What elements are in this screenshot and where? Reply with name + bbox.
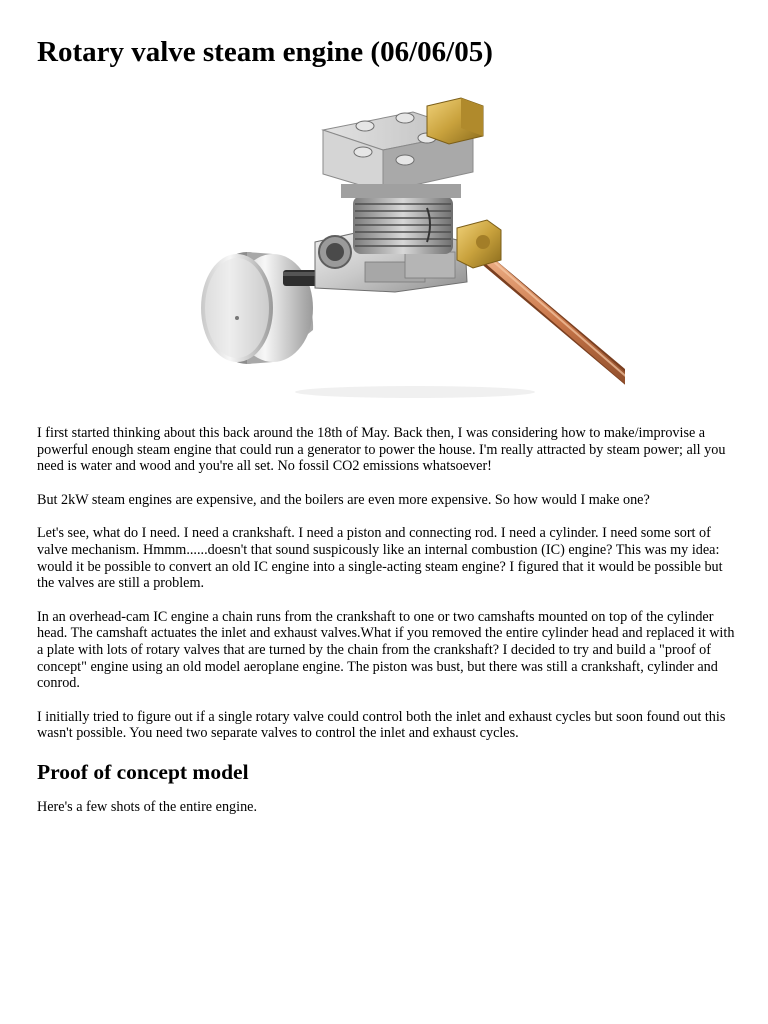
flywheel (201, 252, 313, 364)
page-title: Rotary valve steam engine (06/06/05) (37, 36, 493, 68)
paragraph-overhead-cam: In an overhead-cam IC engine a chain runs from the crankshaft to one or two camshafts mounted on top of the cylinder head. The camshaft actuates the inlet and exhaust valves.What if you removed the entire cylinder head and replaced it with a plate with lots of rotary valves that are turned by the chain from the crankshaft? I decided to try and build a "proof of concept" engine using an old model aeroplane engine. The piston was bust, but there was still a crankshaft, cylinder and conrod. (37, 608, 735, 692)
cylinder-fins (353, 196, 453, 254)
brass-fitting-bottom (457, 220, 501, 268)
copper-pipe (479, 249, 625, 392)
paragraph-intro: I first started thinking about this back around the 18th of May. Back then, I was considering how to make/improvise a powerful enough steam engine that could run a generator to power the house. I'm really attracted by steam power; all you need is water and wood and you're all set. No fossil CO2 emissions whatsoever! (37, 425, 726, 475)
brass-fitting-top (427, 98, 483, 144)
paragraph-components: Let's see, what do I need. I need a crankshaft. I need a piston and connecting rod. I need a cylinder. I need some sort of valve mechanism. Hmmm......doesn't that sound suspicously like an internal combustion (IC) engine? This was my idea: would it be possible to convert an old IC engine into a single-acting steam engine? I figured that it would be possible but the valves are still a problem. (37, 525, 723, 592)
section-heading: Proof of concept model (37, 759, 249, 784)
paragraph-cost: But 2kW steam engines are expensive, and the boilers are even more expensive. So how would I make one? (37, 491, 650, 508)
engine-photo (165, 92, 625, 410)
paragraph-rotary-valve: I initially tried to figure out if a single rotary valve could control both the inlet and exhaust cycles but soon found out this wasn't possible. You need two separate valves to control the inlet and exhaust cycles. (37, 708, 726, 742)
section-intro: Here's a few shots of the entire engine. (37, 798, 258, 815)
article-body (37, 425, 737, 833)
